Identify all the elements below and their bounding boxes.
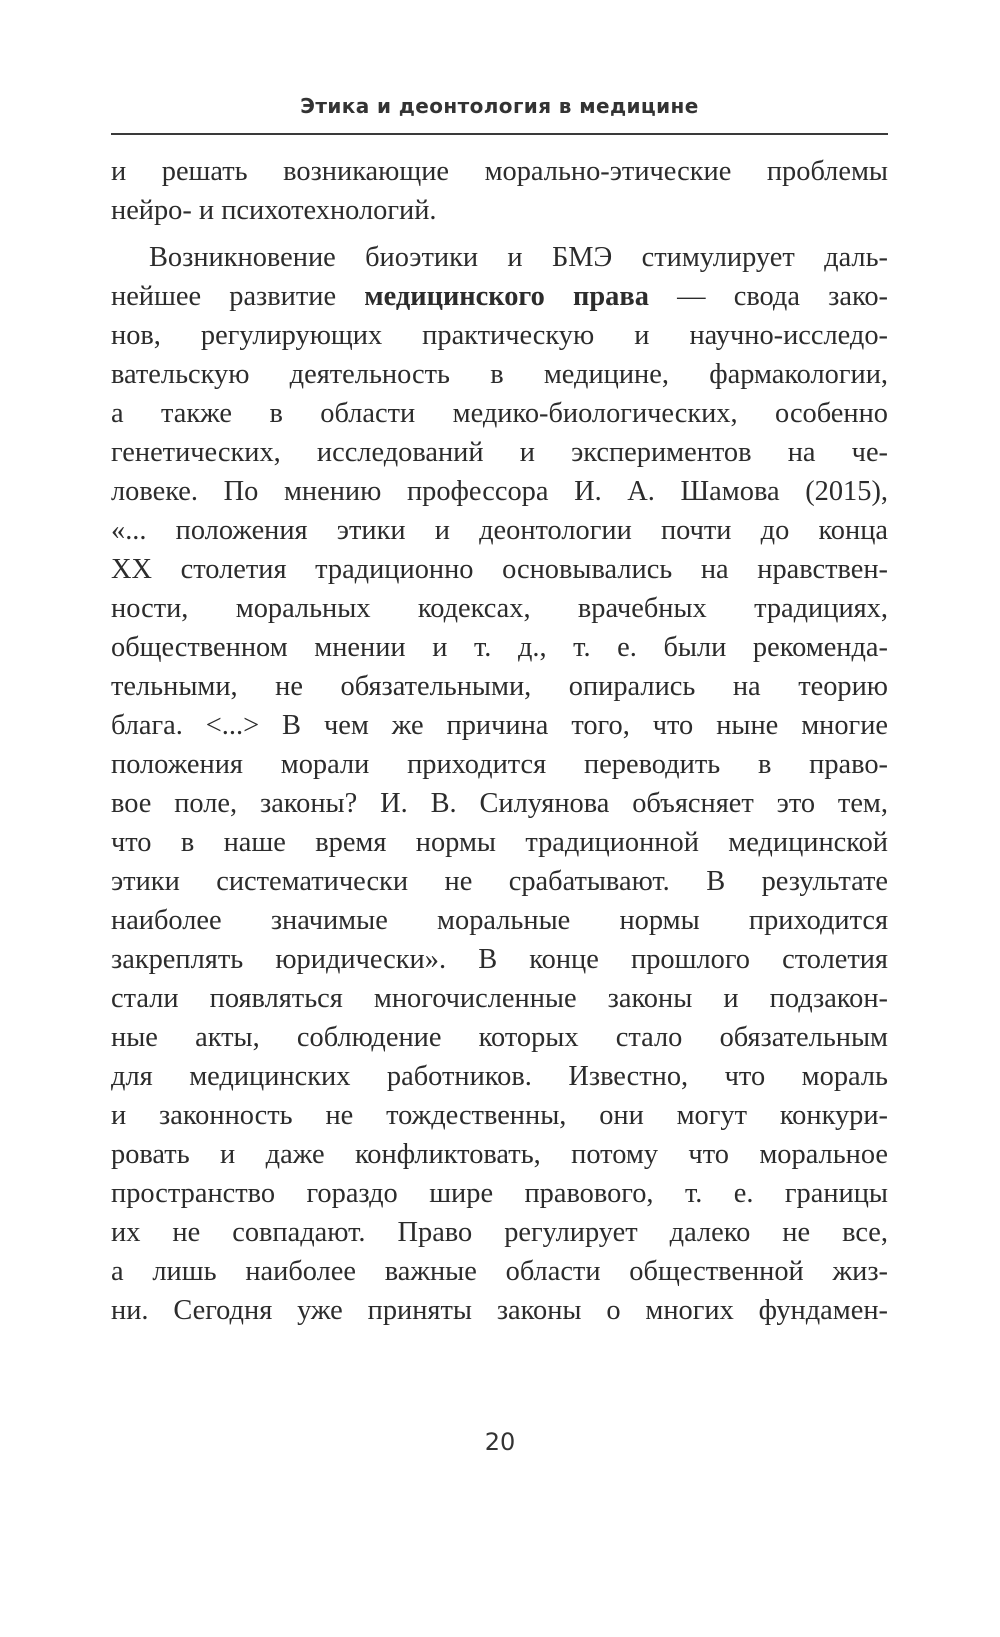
text-line: а лишь наиболее важные области общественной жиз- xyxy=(111,1256,888,1287)
text-line: вательскую деятельность в медицине, фармакологии, xyxy=(111,359,888,390)
text-line: ни. Сегодня уже приняты законы о многих фундамен- xyxy=(111,1295,888,1326)
page-number: 20 xyxy=(484,1428,516,1456)
text-line: и решать возникающие морально-этические проблемы xyxy=(111,156,888,187)
text-line: и законность не тождественны, они могут конкури- xyxy=(111,1100,888,1131)
text-line: нов, регулирующих практическую и научно-исследо- xyxy=(111,320,888,351)
running-header-title: Этика и деонтология в медицине xyxy=(300,94,699,118)
text-line: наиболее значимые моральные нормы приходится xyxy=(111,905,888,936)
text-line: ловеке. По мнению профессора И. А. Шамова (2015), xyxy=(111,476,888,507)
text-line: ровать и даже конфликтовать, потому что моральное xyxy=(111,1139,888,1170)
text-line xyxy=(111,277,888,316)
text-fragment: — свода зако- xyxy=(648,281,888,312)
text-fragment: нейшее развитие xyxy=(111,281,365,312)
text-line: вое поле, законы? И. В. Силуянова объясняет это тем, xyxy=(111,788,888,819)
text-line: стали появляться многочисленные законы и подзакон- xyxy=(111,983,888,1014)
text-line: пространство гораздо шире правового, т. е. границы xyxy=(111,1178,888,1209)
text-line: блага. <...> В чем же причина того, что ныне многие xyxy=(111,710,888,741)
text-line: «... положения этики и деонтологии почти до конца xyxy=(111,515,888,546)
paragraph xyxy=(111,152,888,230)
text-line xyxy=(111,238,888,277)
text-line: генетических, исследований и экспериментов на че- xyxy=(111,437,888,468)
text-line: их не совпадают. Право регулирует далеко не все, xyxy=(111,1217,888,1248)
text-line: что в наше время нормы традиционной медицинской xyxy=(111,827,888,858)
text-line: общественном мнении и т. д., т. е. были рекоменда- xyxy=(111,632,888,663)
text-line: для медицинских работников. Известно, что мораль xyxy=(111,1061,888,1092)
text-line: положения морали приходится переводить в право- xyxy=(111,749,888,780)
paragraph xyxy=(111,238,888,1330)
text-line: XX столетия традиционно основывались на нравствен- xyxy=(111,554,888,585)
text-line: ности, моральных кодексах, врачебных традициях, xyxy=(111,593,888,624)
text-line: а также в области медико-биологических, особенно xyxy=(111,398,888,429)
page-body xyxy=(111,152,888,1330)
text-line: ные акты, соблюдение которых стало обязательным xyxy=(111,1022,888,1053)
text-fragment: Возникновение биоэтики и БМЭ стимулирует даль- xyxy=(149,242,888,273)
header-divider xyxy=(111,133,888,135)
text-line: закреплять юридически». В конце прошлого столетия xyxy=(111,944,888,975)
bold-term-medical-law: медицинского права xyxy=(364,281,649,312)
text-line: нейро- и психотехнологий. xyxy=(111,195,437,226)
text-line: тельными, не обязательными, опирались на теорию xyxy=(111,671,888,702)
text-line: этики систематически не срабатывают. В результате xyxy=(111,866,888,897)
